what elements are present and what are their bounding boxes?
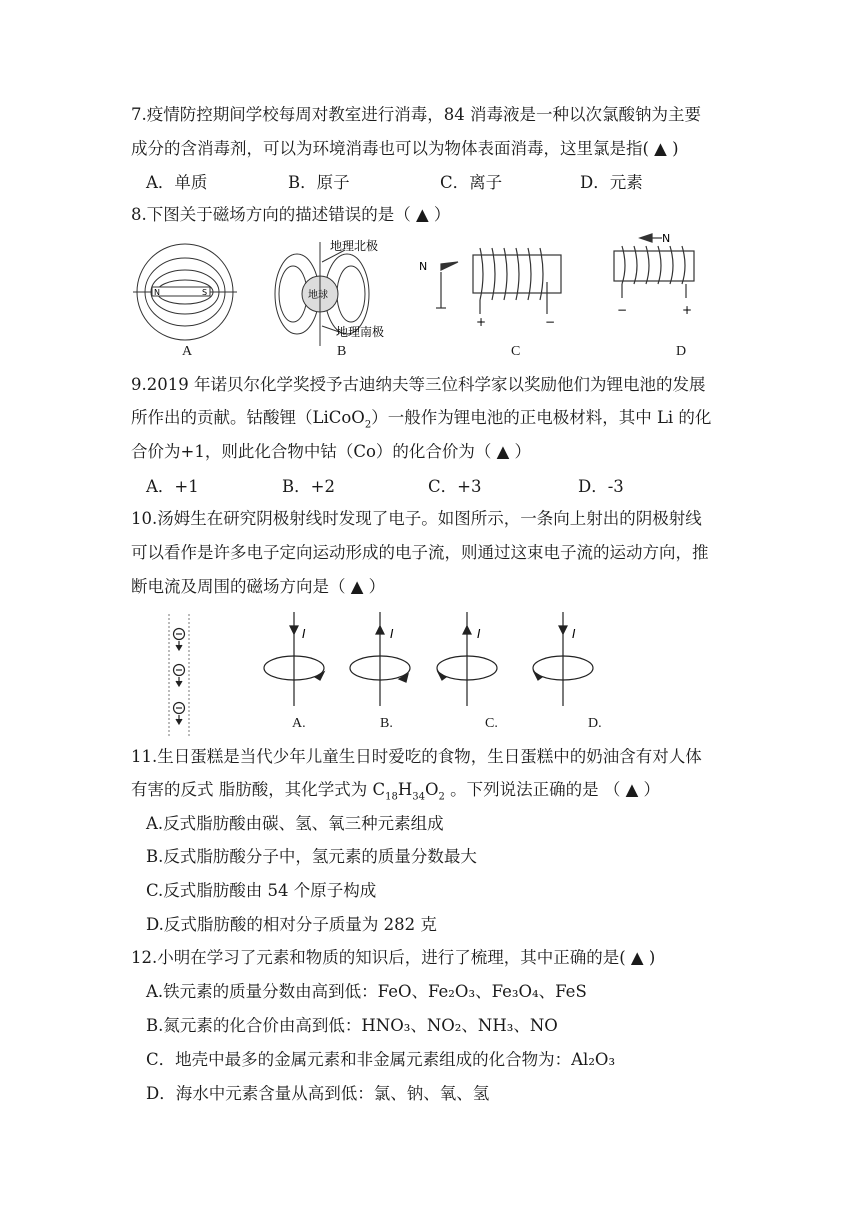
figure-d-plus: + (682, 303, 693, 317)
q7-option-d: D．元素 (580, 173, 643, 192)
option-b-wire (350, 612, 410, 706)
figure-b-earth-label: 地球 (308, 290, 328, 301)
option-b-current-label: I (390, 627, 394, 641)
q10-line1: 10.汤姆生在研究阴极射线时发现了电子。如图所示，一条向上射出的阴极射线 (131, 509, 702, 528)
q9-line1: 9.2019 年诺贝尔化学奖授予古迪纳夫等三位科学家以奖励他们为锂电池的发展 (131, 375, 706, 394)
q11-line2-sub1: 18 (385, 791, 398, 803)
q8-label-b: B (337, 344, 347, 359)
figure-a-s-label: S (202, 288, 208, 297)
q11-line2-d: 。下列说法正确的是 （ ▲ ） (444, 780, 661, 799)
q10-label-c: C. (485, 716, 498, 731)
figure-d-solenoid (614, 234, 694, 298)
q10-label-a: A. (292, 716, 306, 731)
q9-option-d: D．-3 (578, 477, 624, 496)
q7-option-a: A．单质 (146, 173, 208, 192)
q9-option-c: C．+3 (428, 477, 482, 496)
q9-option-a: A．+1 (146, 477, 199, 496)
figure-c-plus: + (476, 315, 487, 329)
option-c-wire (437, 612, 497, 706)
option-d-wire (533, 612, 593, 706)
q11-line2-a: 有害的反式 脂肪酸，其化学式为 C (131, 780, 386, 799)
option-a-wire (264, 612, 324, 706)
q10-label-d: D. (588, 716, 602, 731)
q10-line3: 断电流及周围的磁场方向是（ ▲ ） (131, 577, 386, 596)
option-a-current-label: I (302, 627, 306, 641)
figure-d-n-label: N (662, 232, 671, 245)
q7-option-b: B．原子 (288, 173, 350, 192)
q11-option-c: C.反式脂肪酸由 54 个原子构成 (146, 881, 377, 900)
q12-option-c: C．地壳中最多的金属元素和非金属元素组成的化合物为：Al₂O₃ (146, 1050, 616, 1069)
q11-option-b: B.反式脂肪酸分子中，氢元素的质量分数最大 (146, 847, 477, 866)
q8-label-d: D (676, 344, 687, 359)
q9-option-b: B．+2 (282, 477, 335, 496)
q7-line1: 7.疫情防控期间学校每周对教室进行消毒，84 消毒液是一种以次氯酸钠为主要 (131, 105, 701, 124)
option-d-current-label: I (572, 627, 576, 641)
q9-line3: 合价为+1，则此化合物中钴（Co）的化合价为（ ▲ ） (131, 442, 532, 461)
electrons (174, 629, 185, 725)
q11-line2-c: O (424, 780, 439, 799)
figure-a-bar-magnet (133, 244, 237, 340)
q10-figures (0, 610, 860, 740)
q10-line2: 可以看作是许多电子定向运动形成的电子流，则通过这束电子流的运动方向，推 (131, 543, 709, 562)
figure-c-n-label: N (419, 260, 428, 273)
q12-option-a: A.铁元素的质量分数由高到低：FeO、Fe₂O₃、Fe₃O₄、FeS (146, 982, 587, 1001)
figure-b-south-label: 地理南极 (336, 325, 385, 339)
q12-option-b: B.氮元素的化合价由高到低：HNO₃、NO₂、NH₃、NO (146, 1016, 558, 1035)
q9-line2-a: 所作出的贡献。钴酸锂（LiCoO (131, 408, 365, 427)
figure-d-minus: − (617, 303, 628, 317)
q7-option-c: C．离子 (440, 173, 503, 192)
q9-line2-sub: 2 (364, 419, 372, 431)
option-c-current-label: I (477, 627, 481, 641)
q9-line2-b: ）一般作为锂电池的正电极材料，其中 Li 的化 (371, 408, 712, 427)
q11-line2-sub3: 2 (438, 791, 445, 803)
q11-option-d: D.反式脂肪酸的相对分子质量为 282 克 (146, 915, 437, 934)
q7-line2: 成分的含消毒剂，可以为环境消毒也可以为物体表面消毒，这里氯是指( ▲ ) (131, 139, 679, 158)
q9-line2 (131, 407, 711, 436)
figure-b-north-label: 地理北极 (330, 239, 379, 253)
q11-line1: 11.生日蛋糕是当代少年儿童生日时爱吃的食物，生日蛋糕中的奶油含有对人体 (131, 747, 702, 766)
q8-label-c: C (511, 344, 521, 359)
q10-label-b: B. (380, 716, 393, 731)
q12-option-d: D．海水中元素含量从高到低：氯、钠、氧、氢 (146, 1084, 490, 1103)
q11-option-a: A.反式脂肪酸由碳、氢、氧三种元素组成 (146, 814, 444, 833)
figure-c-minus: − (545, 315, 556, 329)
figure-c-solenoid (436, 248, 561, 314)
figure-a-n-label: N (154, 288, 160, 297)
q12-line1: 12.小明在学习了元素和物质的知识后，进行了梳理，其中正确的是( ▲ ) (131, 948, 656, 967)
q11-line2-sub2: 34 (412, 791, 425, 803)
q8-line1: 8.下图关于磁场方向的描述错误的是（ ▲ ） (131, 205, 451, 224)
q11-line2 (131, 779, 660, 808)
q8-label-a: A (182, 344, 193, 359)
q11-line2-b: H (397, 780, 413, 799)
q8-figures (0, 222, 860, 372)
